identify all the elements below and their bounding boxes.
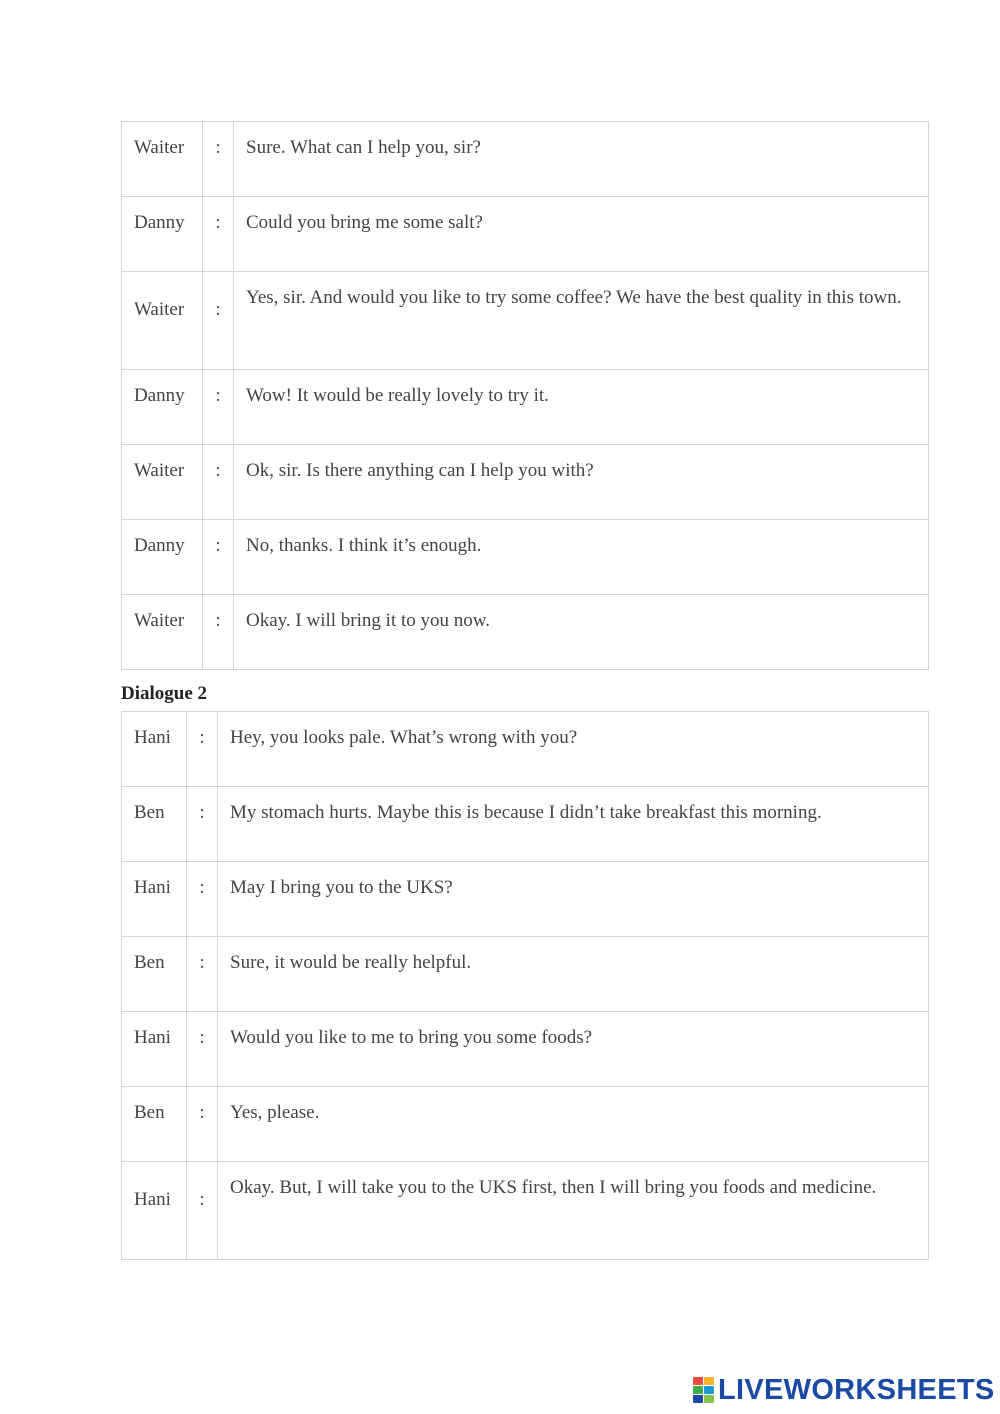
dialogue-line: Yes, sir. And would you like to try some coffee? We have the best quality in this town.	[234, 272, 929, 370]
table-row	[122, 520, 929, 595]
dialogue-2-table	[121, 711, 929, 1260]
dialogue-line: Would you like to me to bring you some foods?	[218, 1012, 929, 1087]
table-row	[122, 595, 929, 670]
table-row	[122, 272, 929, 370]
separator-colon: :	[203, 520, 234, 595]
speaker-name: Ben	[122, 1087, 187, 1162]
table-row	[122, 712, 929, 787]
table-row	[122, 862, 929, 937]
separator-colon: :	[187, 1087, 218, 1162]
table-row	[122, 1087, 929, 1162]
dialogue-line: No, thanks. I think it’s enough.	[234, 520, 929, 595]
dialogue-line: Okay. But, I will take you to the UKS first, then I will bring you foods and medicine.	[218, 1162, 929, 1260]
separator-colon: :	[187, 787, 218, 862]
separator-colon: :	[203, 197, 234, 272]
dialogue-line: Could you bring me some salt?	[234, 197, 929, 272]
separator-colon: :	[187, 862, 218, 937]
logo-text: LIVEWORKSHEETS	[718, 1374, 995, 1406]
separator-colon: :	[203, 445, 234, 520]
table-row	[122, 197, 929, 272]
dialogue-line: Yes, please.	[218, 1087, 929, 1162]
table-row	[122, 370, 929, 445]
separator-colon: :	[203, 595, 234, 670]
liveworksheets-logo[interactable]	[693, 1374, 995, 1406]
dialogue-line: My stomach hurts. Maybe this is because I didn’t take breakfast this morning.	[218, 787, 929, 862]
dialogue-line: Ok, sir. Is there anything can I help you with?	[234, 445, 929, 520]
table-row	[122, 1162, 929, 1260]
speaker-name: Ben	[122, 787, 187, 862]
dialogue-line: Sure. What can I help you, sir?	[234, 122, 929, 197]
speaker-name: Danny	[122, 370, 203, 445]
dialogue-line: Wow! It would be really lovely to try it.	[234, 370, 929, 445]
dialogue-line: May I bring you to the UKS?	[218, 862, 929, 937]
speaker-name: Hani	[122, 1162, 187, 1260]
speaker-name: Danny	[122, 197, 203, 272]
separator-colon: :	[187, 712, 218, 787]
dialogue-1-table	[121, 121, 929, 670]
speaker-name: Waiter	[122, 122, 203, 197]
speaker-name: Waiter	[122, 595, 203, 670]
table-row	[122, 1012, 929, 1087]
speaker-name: Danny	[122, 520, 203, 595]
separator-colon: :	[187, 937, 218, 1012]
liveworksheets-logo-icon	[693, 1377, 715, 1403]
dialogue-line: Hey, you looks pale. What’s wrong with you?	[218, 712, 929, 787]
separator-colon: :	[187, 1012, 218, 1087]
separator-colon: :	[203, 122, 234, 197]
speaker-name: Waiter	[122, 445, 203, 520]
speaker-name: Ben	[122, 937, 187, 1012]
separator-colon: :	[203, 272, 234, 370]
dialogue-line: Sure, it would be really helpful.	[218, 937, 929, 1012]
table-row	[122, 937, 929, 1012]
dialogue-line: Okay. I will bring it to you now.	[234, 595, 929, 670]
table-row	[122, 445, 929, 520]
table-row	[122, 122, 929, 197]
separator-colon: :	[187, 1162, 218, 1260]
separator-colon: :	[203, 370, 234, 445]
table-row	[122, 787, 929, 862]
speaker-name: Waiter	[122, 272, 203, 370]
speaker-name: Hani	[122, 862, 187, 937]
speaker-name: Hani	[122, 712, 187, 787]
dialogue-2-heading: Dialogue 2	[121, 683, 208, 704]
speaker-name: Hani	[122, 1012, 187, 1087]
